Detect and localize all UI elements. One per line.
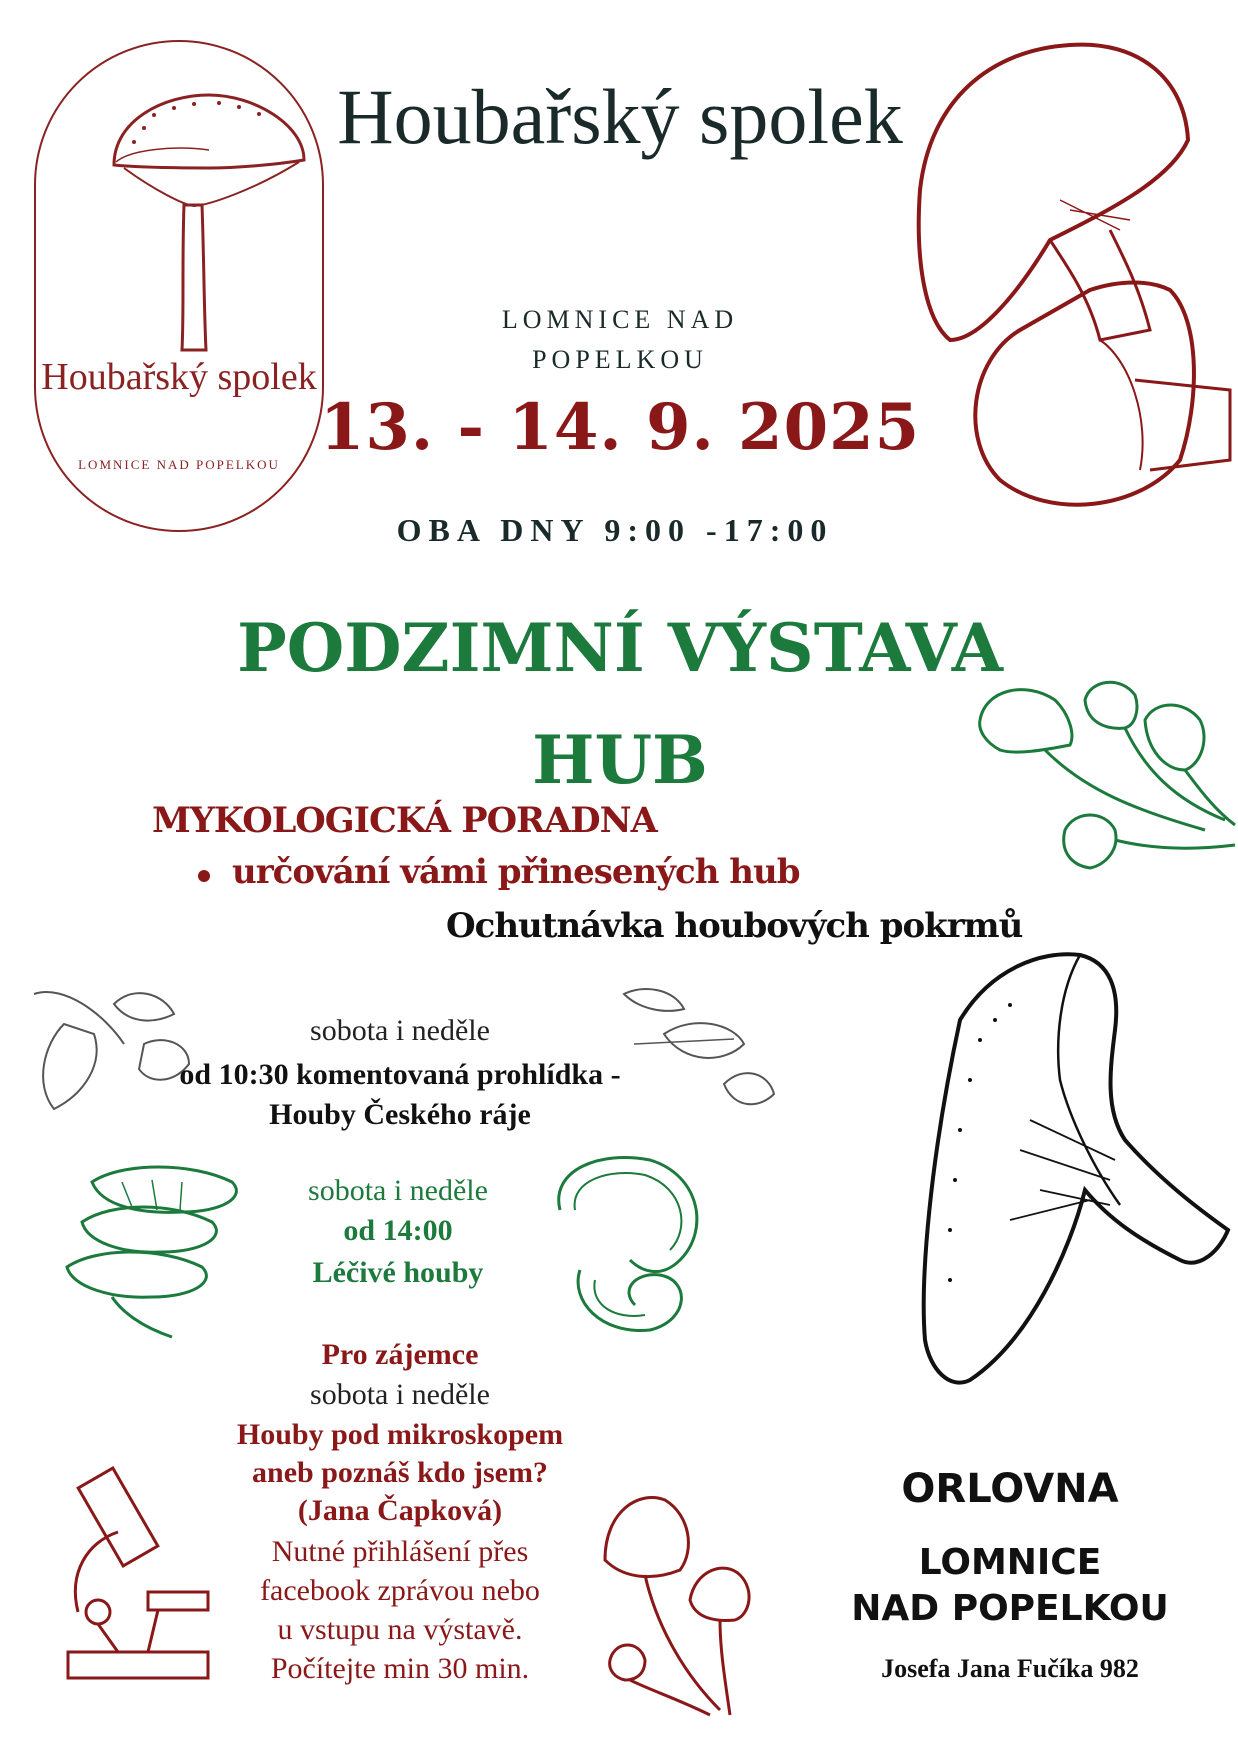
green-mushroom-cluster-icon [975, 680, 1235, 910]
mushroom-logo-icon [34, 40, 324, 360]
venue-name: ORLOVNA [901, 1466, 1119, 1512]
bullet-point [198, 870, 210, 882]
venue-address: Josefa Jana Fučíka 982 [881, 1654, 1139, 1683]
black-mushroom-icon [910, 950, 1230, 1430]
event-date: 13. - 14. 9. 2025 [319, 390, 921, 465]
logo-title: Houbařský spolek [41, 356, 317, 398]
venue-town: LOMNICE NAD POPELKOU [851, 1542, 1169, 1629]
tour-days: sobota i neděle [310, 1014, 490, 1047]
small-mushrooms-icon [600, 1490, 780, 1720]
bracket-fungus-icon [540, 1150, 710, 1340]
medicinal-time: od 14:00 [343, 1214, 453, 1247]
medicinal-topic: Léčivé houby [312, 1256, 484, 1289]
exhibition-title: PODZIMNÍ VÝSTAVA HUB [237, 609, 1003, 799]
main-title: Houbařský spolek [337, 73, 903, 160]
microscope-title: Houby pod mikroskopem [236, 1418, 564, 1451]
advice-heading: MYKOLOGICKÁ PORADNA [152, 800, 657, 841]
microscope-subtitle: aneb poznáš kdo jsem? [252, 1456, 548, 1489]
leaves-icon [34, 984, 774, 1114]
tour-topic: Houby Českého ráje [269, 1098, 531, 1131]
logo-subtitle: LOMNICE NAD POPELKOU [78, 457, 280, 472]
oyster-mushroom-icon [62, 1162, 262, 1342]
event-hours: OBA DNY 9:00 -17:00 [396, 512, 834, 548]
microscope-days: sobota i neděle [310, 1378, 490, 1411]
microscope-person: (Jana Čapková) [297, 1494, 503, 1527]
advice-item: určování vámi přinesených hub [232, 852, 800, 892]
microscope-interest: Pro zájemce [321, 1338, 479, 1371]
large-mushroom-icon [910, 40, 1230, 560]
microscope-note: Nutné přihlášení přes facebook zprávou nebo u vstupu na výstavě. Počítejte min 30 min. [260, 1535, 540, 1685]
medicinal-days: sobota i neděle [308, 1174, 488, 1207]
tasting-text: Ochutnávka houbových pokrmů [446, 906, 1023, 946]
tour-time: od 10:30 komentovaná prohlídka - [179, 1058, 621, 1091]
location-subtitle: LOMNICE NAD POPELKOU [501, 305, 739, 374]
